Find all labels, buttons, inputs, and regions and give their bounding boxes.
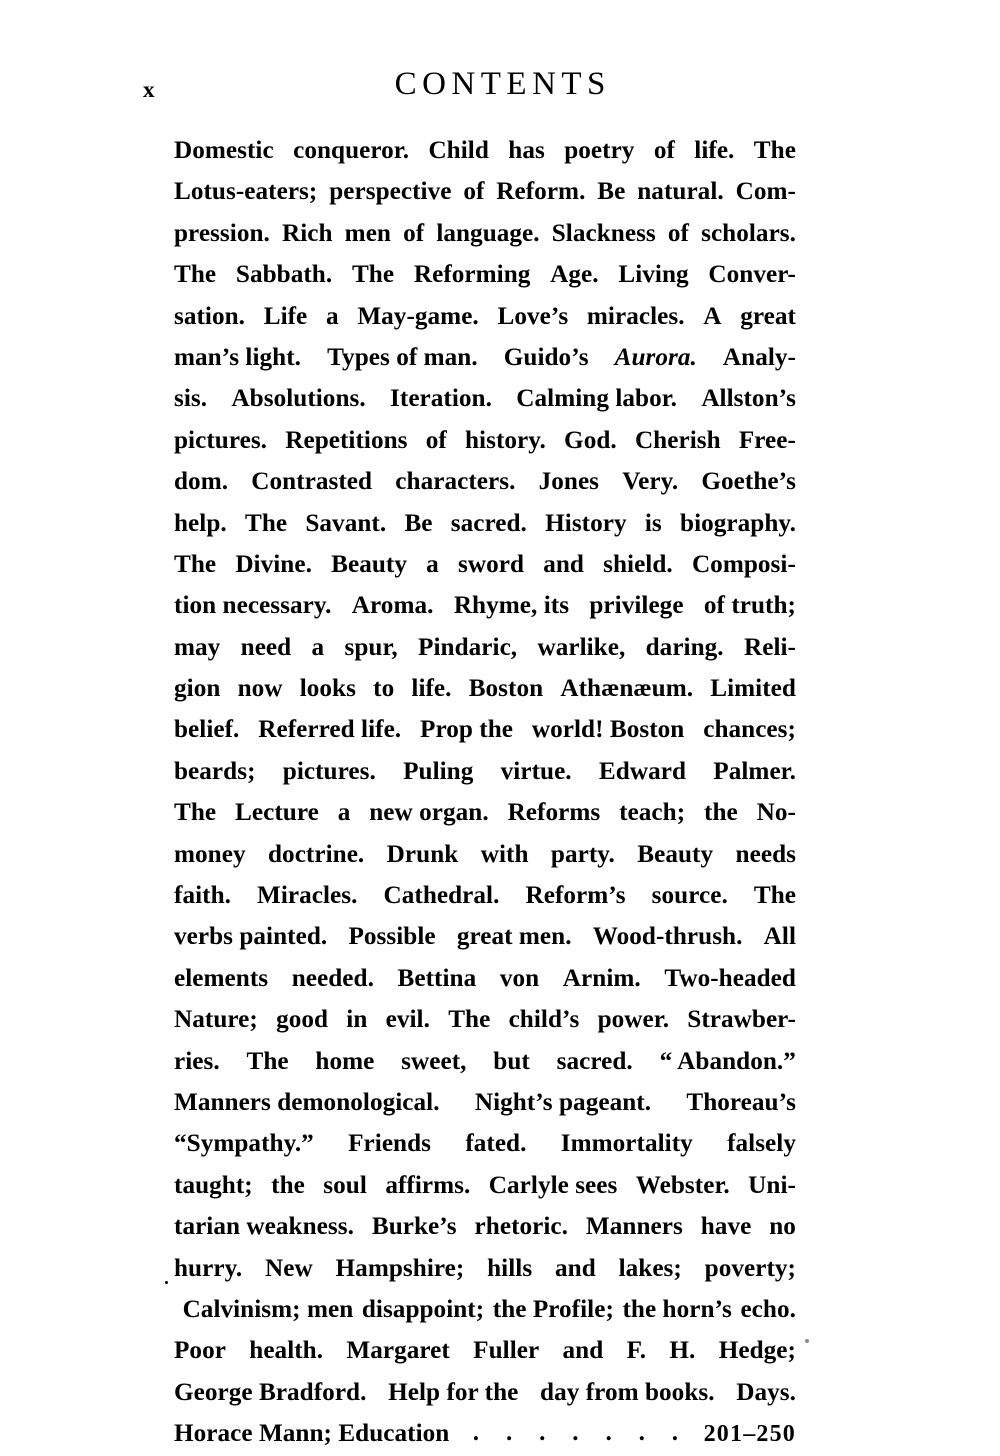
text-line — [174, 1372, 796, 1413]
text-line — [174, 420, 796, 461]
text-run: Composi- — [691, 550, 796, 578]
text-run: tion necessary. — [174, 592, 332, 620]
text-run: spur, — [344, 633, 398, 661]
text-run: sis. — [174, 385, 208, 413]
text-run: and — [543, 550, 584, 578]
contents-entry-body — [174, 130, 796, 1455]
text-run: Rich — [281, 219, 333, 247]
text-line — [174, 213, 796, 254]
text-run: Calvinism; men — [182, 1295, 354, 1323]
text-run: perspective — [329, 178, 452, 206]
text-run: to — [373, 675, 395, 703]
text-run: Love’s — [497, 302, 569, 330]
text-run: Rhyme, its — [453, 592, 570, 620]
text-run: power. — [597, 1006, 670, 1034]
text-run: pression. — [174, 219, 270, 247]
text-run: have — [700, 1213, 752, 1241]
text-run: The — [174, 550, 217, 578]
text-run: with — [480, 840, 529, 868]
text-run: in — [346, 1006, 368, 1034]
text-run: party. — [550, 840, 615, 868]
text-line — [174, 1248, 796, 1289]
text-run: a — [337, 799, 351, 827]
text-run: Allston’s — [701, 385, 796, 413]
contents-entry-final-line — [174, 1413, 796, 1454]
text-line — [174, 958, 796, 999]
text-run: sacred. — [450, 509, 527, 537]
text-run: Lecture — [235, 799, 319, 827]
text-run: Prop the — [420, 716, 513, 744]
text-run: affirms. — [385, 1171, 471, 1199]
text-run: now — [237, 675, 283, 703]
text-run: of — [403, 219, 425, 247]
text-run: A — [703, 302, 722, 330]
text-line — [174, 999, 796, 1040]
text-run: faith. — [174, 882, 231, 910]
text-run: Referred life. — [258, 716, 402, 744]
text-run: Thoreau’s — [686, 1088, 796, 1116]
text-run: Lotus-eaters; — [174, 178, 318, 206]
text-run: Webster. — [635, 1171, 730, 1199]
text-run: The — [753, 882, 796, 910]
text-run: Aurora. — [614, 343, 697, 371]
text-run: looks — [299, 675, 356, 703]
text-run: Hedge; — [718, 1337, 796, 1365]
text-run: natural. — [637, 178, 724, 206]
text-run: warlike, — [537, 633, 626, 661]
text-run: daring. — [645, 633, 724, 661]
text-run: Boston — [468, 675, 544, 703]
text-run: Palmer. — [713, 757, 796, 785]
text-run: needed. — [291, 964, 374, 992]
text-run: need — [240, 633, 292, 661]
text-run: lakes; — [618, 1254, 682, 1282]
text-run: scholars. — [701, 219, 796, 247]
text-run: a — [325, 302, 339, 330]
scan-speck — [805, 1339, 809, 1343]
text-line — [174, 585, 796, 626]
text-line — [174, 668, 796, 709]
text-run: Possible — [348, 923, 436, 951]
text-run: has — [508, 137, 545, 164]
text-line — [174, 254, 796, 295]
text-run: Free- — [738, 426, 796, 454]
text-run: History — [545, 509, 627, 537]
text-run: Goethe’s — [701, 468, 796, 496]
running-head — [0, 66, 1000, 118]
folio-page-number: x — [143, 77, 155, 102]
text-run: All — [763, 923, 796, 951]
text-run: men — [344, 219, 391, 247]
text-run: Be — [404, 509, 433, 537]
text-run: no — [769, 1213, 796, 1241]
text-run: Edward — [598, 757, 687, 785]
text-run: help. — [174, 509, 227, 537]
text-run: verbs painted. — [174, 923, 328, 951]
text-line — [174, 1123, 796, 1164]
text-line — [174, 709, 796, 750]
text-line — [174, 378, 796, 419]
text-run: Manners demonological. — [174, 1088, 440, 1116]
text-run: Very. — [622, 468, 679, 496]
text-run: Divine. — [235, 550, 312, 578]
text-line — [174, 792, 796, 833]
text-run: Limited — [710, 675, 796, 703]
text-run: Age. — [550, 261, 599, 289]
text-run: Puling — [403, 757, 474, 785]
text-run: chances; — [703, 716, 796, 744]
text-run: Living — [618, 261, 689, 289]
text-run: Drunk — [386, 840, 459, 868]
text-run: Poor — [174, 1337, 226, 1365]
text-run: Absolutions. — [231, 385, 366, 413]
text-run: Help for the — [388, 1378, 519, 1406]
text-run: new organ. — [369, 799, 489, 827]
text-line — [174, 503, 796, 544]
text-run: elements — [174, 964, 269, 992]
leader-dot: . — [572, 1419, 579, 1447]
text-run: pictures. — [174, 426, 268, 454]
text-run: God. — [564, 426, 617, 454]
text-run: “Sympathy.” — [174, 1130, 314, 1158]
text-run: teach; — [619, 799, 686, 827]
text-line — [174, 1165, 796, 1206]
text-run: Reforms — [507, 799, 601, 827]
text-run: No- — [756, 799, 796, 827]
text-run: Carlyle sees — [488, 1171, 618, 1199]
text-run: Reform. — [496, 178, 586, 206]
text-run: day from books. — [540, 1378, 715, 1406]
text-run: Friends — [348, 1130, 432, 1158]
text-run: Child — [428, 137, 489, 164]
text-run: Calming labor. — [516, 385, 677, 413]
text-run: Days. — [736, 1378, 796, 1406]
text-run: Reli- — [743, 633, 796, 661]
text-run: sation. — [174, 302, 246, 330]
text-line — [174, 627, 796, 668]
text-line — [174, 337, 796, 378]
text-run: disappoint; — [361, 1295, 485, 1323]
text-run: a — [311, 633, 325, 661]
text-run: taught; — [174, 1171, 253, 1199]
text-run: life. — [694, 137, 735, 164]
text-run: good — [276, 1006, 329, 1034]
text-run: beards; — [174, 757, 256, 785]
text-run: health. — [249, 1337, 324, 1365]
text-run: hills — [487, 1254, 533, 1282]
text-run: and — [562, 1337, 604, 1365]
text-run: The — [351, 261, 395, 289]
text-run: The — [246, 1047, 289, 1075]
text-run: Strawber- — [687, 1006, 796, 1034]
text-run: home — [315, 1047, 375, 1075]
text-line — [174, 916, 796, 957]
text-run: The — [448, 1006, 491, 1034]
text-run: Hampshire; — [335, 1254, 465, 1282]
text-run: great — [740, 302, 796, 330]
text-run: gion — [174, 675, 221, 703]
text-run: New — [265, 1254, 313, 1282]
text-run: rhetoric. — [474, 1213, 568, 1241]
text-run: poverty; — [704, 1254, 796, 1282]
leader-dot: . — [505, 1419, 513, 1447]
text-line — [174, 1206, 796, 1247]
text-line — [174, 1082, 796, 1123]
text-run: Cherish — [634, 426, 721, 454]
text-run: Savant. — [305, 509, 387, 537]
leader-dot: . — [671, 1419, 679, 1447]
text-run: soul — [323, 1171, 367, 1199]
text-run: Burke’s — [371, 1213, 457, 1241]
text-run: the — [271, 1171, 305, 1199]
page-range: 201–250 — [703, 1421, 796, 1448]
text-run: Analy- — [722, 343, 796, 371]
text-run: Nature; — [174, 1006, 258, 1034]
text-run: Bettina — [397, 964, 477, 992]
text-run: Beauty — [331, 550, 407, 578]
text-run: Athænæum. — [560, 675, 694, 703]
page-title: CONTENTS — [394, 66, 611, 102]
text-run: privilege — [589, 592, 684, 620]
text-run: dom. — [174, 468, 229, 496]
text-run: Life — [263, 302, 308, 330]
text-run: “ Abandon.” — [659, 1047, 796, 1075]
text-run: history. — [464, 426, 546, 454]
text-run: Two-headed — [664, 964, 796, 992]
text-run: source. — [651, 882, 728, 910]
text-run: Fuller — [473, 1337, 540, 1365]
text-run: of — [463, 178, 485, 206]
text-run: biography. — [680, 509, 796, 537]
text-run: Sabbath. — [235, 261, 333, 289]
text-line — [174, 1330, 796, 1371]
text-run: Pindaric, — [418, 633, 518, 661]
text-line — [174, 171, 796, 212]
text-run: H. — [669, 1337, 696, 1365]
text-run: Margaret — [346, 1337, 450, 1365]
text-run: fated. — [465, 1130, 527, 1158]
text-run: sacred. — [556, 1047, 633, 1075]
text-run: of — [653, 137, 675, 164]
leader-dot: . — [605, 1419, 612, 1447]
text-run: the Profile; — [492, 1295, 614, 1323]
text-run: Com- — [735, 178, 796, 206]
text-line — [174, 751, 796, 792]
text-run: shield. — [603, 550, 673, 578]
text-run: virtue. — [500, 757, 572, 785]
text-line — [174, 875, 796, 916]
text-run: The — [174, 799, 217, 827]
text-line — [174, 461, 796, 502]
text-run: of truth; — [703, 592, 796, 620]
text-run: Arnim. — [562, 964, 641, 992]
text-run: Domestic — [174, 137, 274, 164]
text-line — [174, 296, 796, 337]
text-run: tarian weakness. — [174, 1213, 354, 1241]
text-run: ries. — [174, 1047, 220, 1075]
text-line — [174, 544, 796, 585]
text-run: but — [493, 1047, 530, 1075]
text-run: Cathedral. — [383, 882, 500, 910]
text-run: Aroma. — [351, 592, 434, 620]
text-line — [174, 1289, 796, 1330]
text-run: doctrine. — [268, 840, 365, 868]
text-run: hurry. — [174, 1254, 243, 1282]
text-run: Be — [597, 178, 626, 206]
text-run: life. — [411, 675, 452, 703]
text-run: money — [174, 840, 246, 868]
text-run: the — [704, 799, 738, 827]
text-run: Types of man. — [327, 343, 478, 371]
text-run: of — [425, 426, 447, 454]
text-run: characters. — [395, 468, 516, 496]
text-run: needs — [735, 840, 796, 868]
text-line — [174, 834, 796, 875]
text-run: von — [499, 964, 540, 992]
text-run: Contrasted — [251, 468, 373, 496]
text-run: sweet, — [401, 1047, 467, 1075]
text-run: The — [753, 137, 796, 164]
text-run: of — [667, 219, 689, 247]
text-run: Guido’s — [503, 343, 589, 371]
text-run: Beauty — [637, 840, 714, 868]
text-run: George Bradford. — [174, 1378, 367, 1406]
text-run: Jones — [538, 468, 600, 496]
text-run: sword — [457, 550, 525, 578]
text-run: poetry — [564, 137, 635, 164]
text-run: The — [174, 261, 217, 289]
leader-dot: . — [472, 1419, 480, 1447]
text-line — [174, 130, 796, 171]
text-run: may — [174, 633, 221, 661]
text-run: Reforming — [413, 261, 531, 289]
text-run: Conver- — [708, 261, 796, 289]
text-run: Iteration. — [390, 385, 492, 413]
text-run: world! Boston — [531, 716, 685, 744]
text-run: Repetitions — [285, 426, 408, 454]
text-run: conqueror. — [293, 137, 410, 164]
text-run: the horn’s — [622, 1295, 732, 1323]
text-run: evil. — [385, 1006, 430, 1034]
text-run: man’s light. — [174, 343, 302, 371]
text-line — [174, 1041, 796, 1082]
text-run: Reform’s — [525, 882, 626, 910]
text-run: belief. — [174, 716, 240, 744]
text-run: language. — [436, 219, 540, 247]
text-run: is — [644, 509, 662, 537]
text-run: pictures. — [282, 757, 376, 785]
text-run: Slackness — [551, 219, 656, 247]
text-run: F. — [626, 1337, 647, 1365]
text-run: The — [244, 509, 288, 537]
text-run: great men. — [456, 923, 572, 951]
text-run: Night’s pageant. — [474, 1088, 652, 1116]
text-run: May-game. — [357, 302, 479, 330]
text-run: Miracles. — [257, 882, 358, 910]
text-run: Uni- — [748, 1171, 796, 1199]
text-run: miracles. — [586, 302, 685, 330]
leader-dot: . — [638, 1419, 645, 1447]
text-run: falsely — [727, 1130, 796, 1158]
text-run: child’s — [508, 1006, 580, 1034]
entry-label: Horace Mann; Education — [174, 1420, 450, 1448]
dot-leaders — [449, 1421, 703, 1446]
text-run: Immortality — [560, 1130, 693, 1158]
leader-dot: . — [539, 1419, 546, 1447]
text-run: echo. — [740, 1295, 796, 1323]
text-run: and — [555, 1254, 596, 1282]
text-run: Wood-thrush. — [592, 923, 743, 951]
text-run: a — [426, 550, 439, 578]
text-run: Manners — [585, 1213, 683, 1241]
